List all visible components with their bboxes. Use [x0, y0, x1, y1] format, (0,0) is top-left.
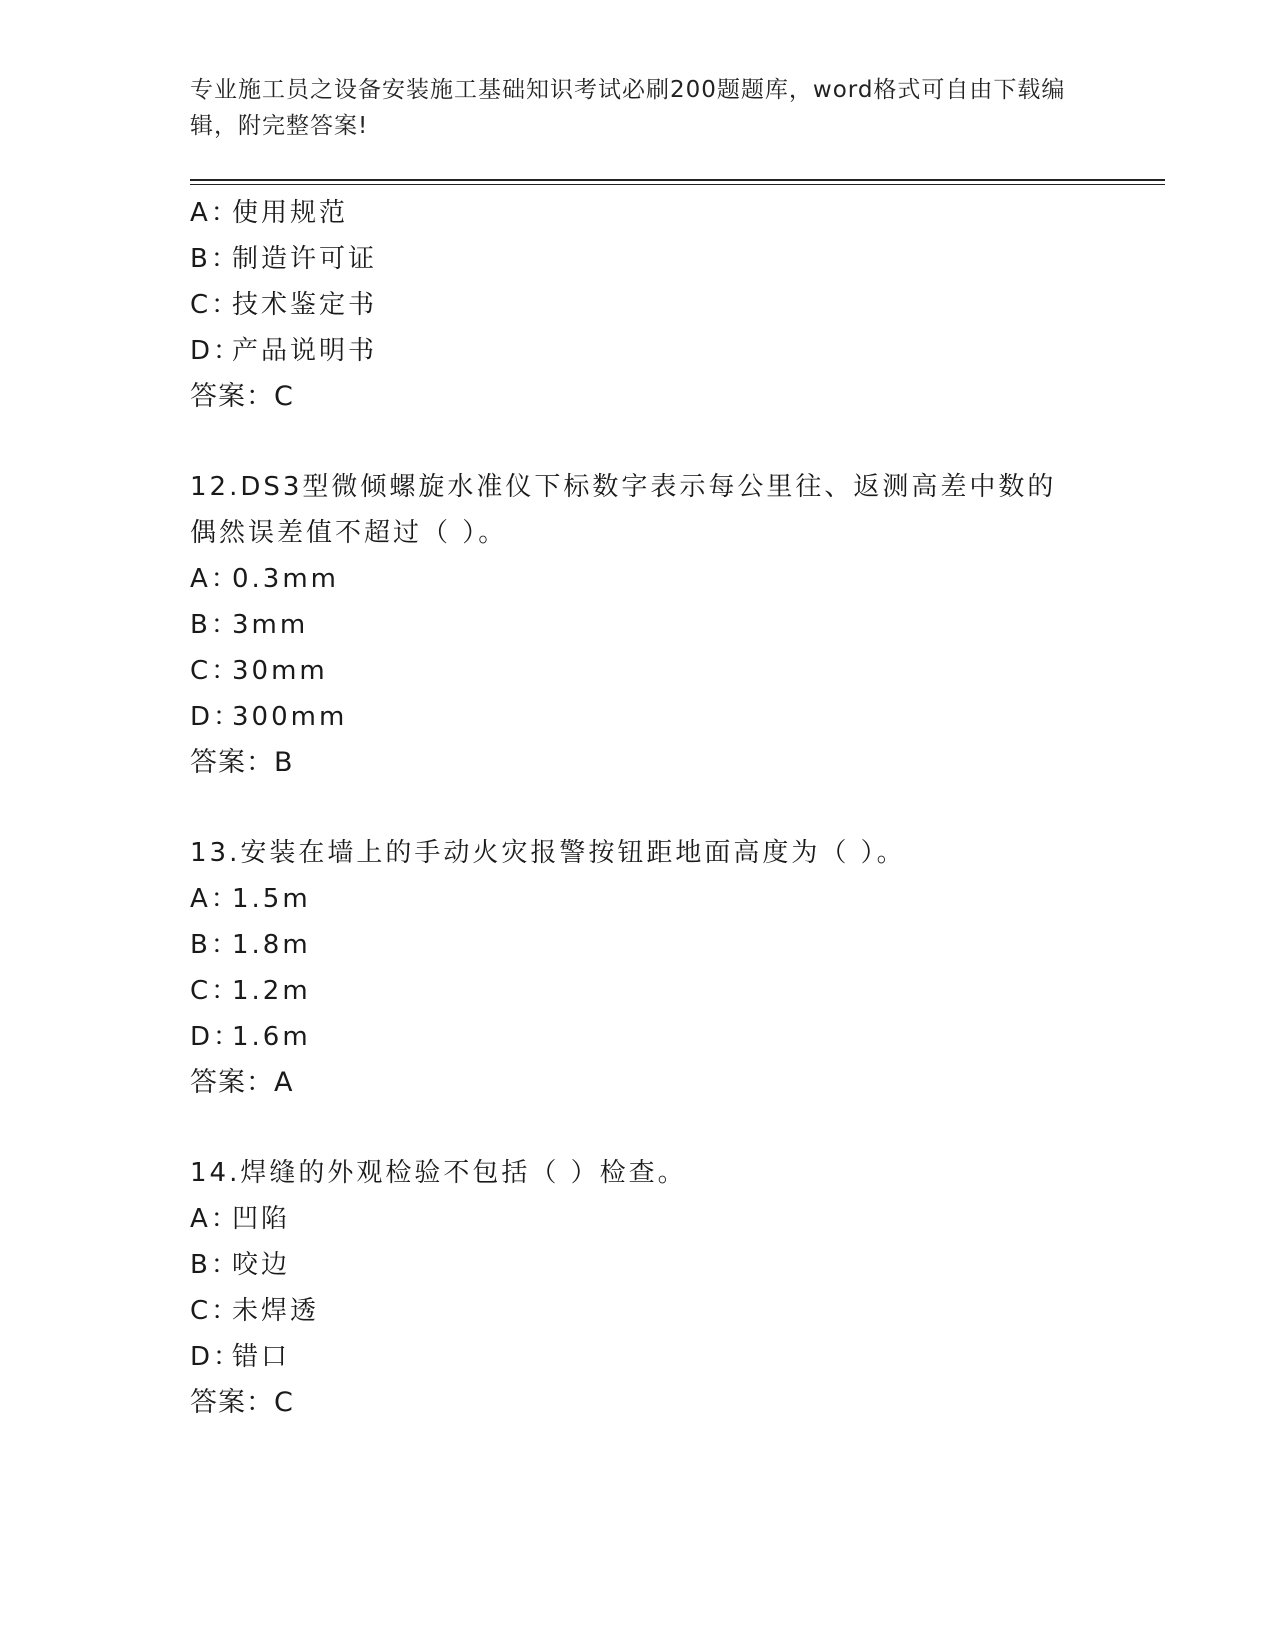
option-a: A：使用规范	[190, 198, 349, 228]
document-header: 专业施工员之设备安装施工基础知识考试必刷200题题库，word格式可自由下载编辑，附完整答案!	[190, 77, 1066, 139]
answer-line: 答案：C	[190, 381, 294, 412]
option-d: D：产品说明书	[190, 336, 378, 366]
option-b: B：制造许可证	[190, 244, 378, 274]
answer-line: 答案：B	[190, 747, 294, 778]
option-c: C：1.2m	[190, 976, 311, 1006]
option-a: A：0.3mm	[190, 564, 340, 594]
option-a: A：凹陷	[190, 1204, 291, 1234]
question-block-11	[190, 190, 1150, 420]
option-a: A：1.5m	[190, 884, 311, 914]
option-c: C：30mm	[190, 656, 328, 686]
option-b: B：1.8m	[190, 930, 311, 960]
option-d: D：300mm	[190, 702, 348, 732]
option-d: D：1.6m	[190, 1022, 311, 1052]
question-list	[190, 190, 1150, 1426]
header-rule-thin	[190, 184, 1165, 185]
answer-line: 答案：A	[190, 1067, 294, 1098]
question-block-12	[190, 464, 1150, 786]
question-block-14	[190, 1150, 1150, 1426]
question-stem: 12.DS3型微倾螺旋水准仪下标数字表示每公里往、返测高差中数的偶然误差值不超过（ ）。	[190, 472, 1057, 548]
question-stem: 14.焊缝的外观检验不包括（ ）检查。	[190, 1158, 687, 1188]
question-block-13	[190, 830, 1150, 1106]
option-c: C：未焊透	[190, 1296, 320, 1326]
header-rule-thick	[190, 179, 1165, 181]
question-stem: 13.安装在墙上的手动火灾报警按钮距地面高度为（ ）。	[190, 838, 906, 868]
option-b: B：3mm	[190, 610, 309, 640]
option-c: C：技术鉴定书	[190, 290, 378, 320]
answer-line: 答案：C	[190, 1387, 294, 1418]
option-b: B：咬边	[190, 1250, 291, 1280]
option-d: D：错口	[190, 1342, 291, 1372]
